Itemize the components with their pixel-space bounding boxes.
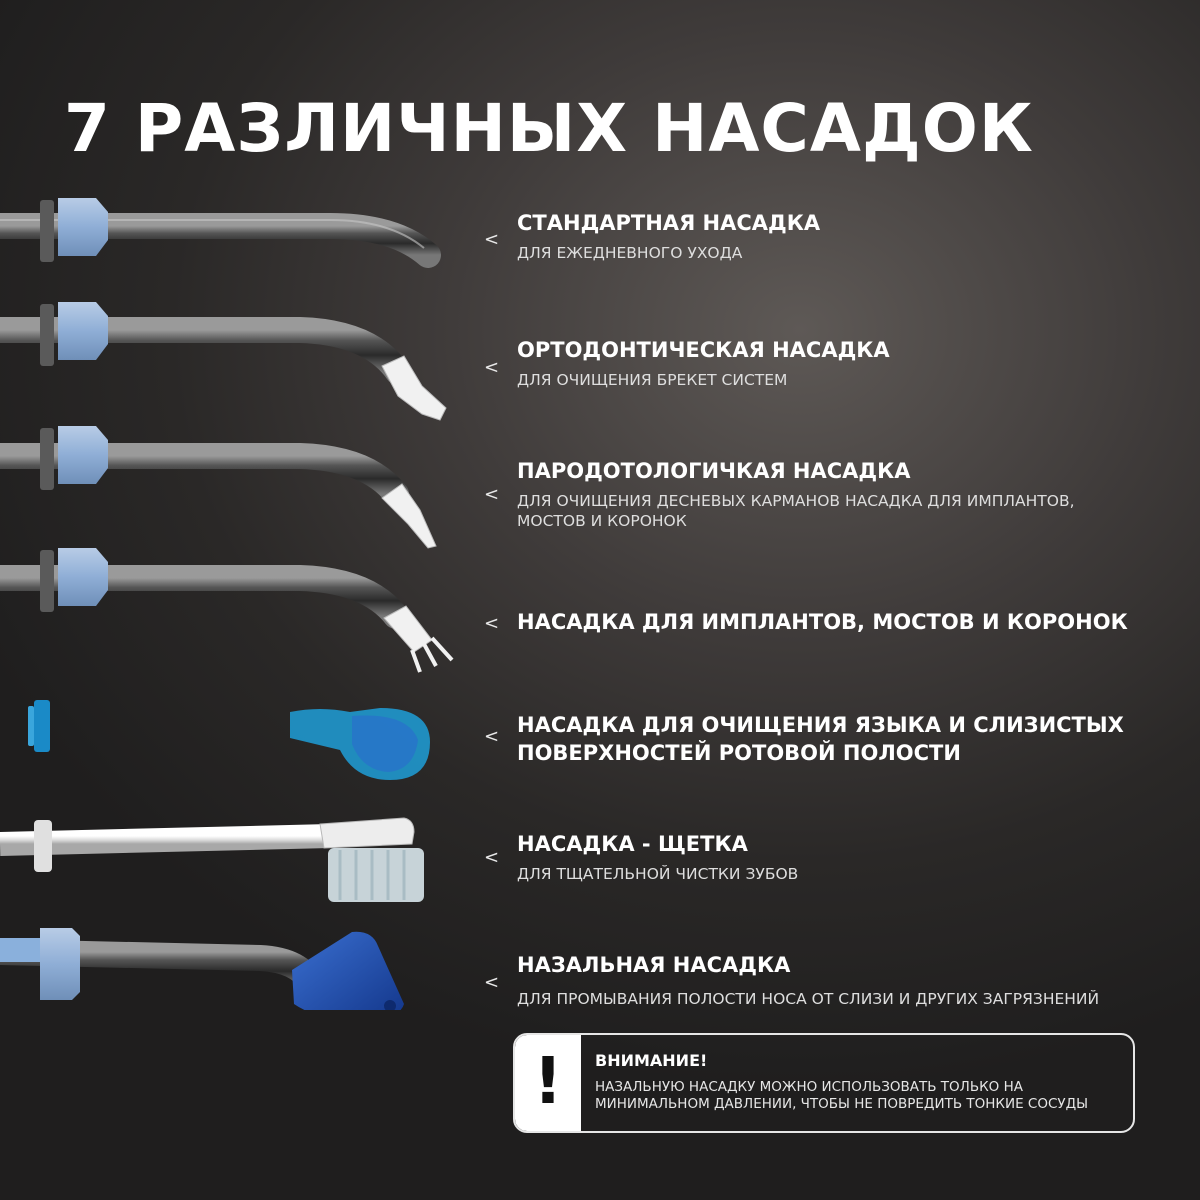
warning-title: ВНИМАНИЕ! (595, 1051, 708, 1070)
tip-title: НАСАДКА ДЛЯ ОЧИЩЕНИЯ ЯЗЫКА И СЛИЗИСТЫХ ПОВЕРХНОСТЕЙ РОТОВОЙ ПОЛОСТИ (517, 713, 1124, 765)
chevron-left-icon: < (484, 847, 500, 868)
warning-text: НАЗАЛЬНУЮ НАСАДКУ МОЖНО ИСПОЛЬЗОВАТЬ ТОЛЬКО НА МИНИМАЛЬНОМ ДАВЛЕНИИ, ЧТОБЫ НЕ ПОВРЕДИТЬ ТОНКИЕ СОСУДЫ (595, 1079, 1089, 1112)
implants-tip-image (0, 548, 452, 672)
exclamation-icon: ! (533, 1045, 563, 1119)
chevron-left-icon: < (484, 357, 500, 378)
tip-title: НАСАДКА ДЛЯ ИМПЛАНТОВ, МОСТОВ И КОРОНОК (517, 610, 1128, 634)
periodontal-tip-image (0, 426, 436, 548)
orthodontic-tip-image (0, 302, 446, 420)
tip-item-orthodontic (484, 336, 1164, 390)
tip-description: ДЛЯ ОЧИЩЕНИЯ БРЕКЕТ СИСТЕМ (517, 371, 788, 389)
chevron-left-icon: < (484, 972, 500, 993)
tip-description: ДЛЯ ОЧИЩЕНИЯ ДЕСНЕВЫХ КАРМАНОВ НАСАДКА ДЛЯ ИМПЛАНТОВ, МОСТОВ И КОРОНОК (517, 492, 1075, 530)
warning-box (513, 1033, 1135, 1133)
tip-title: СТАНДАРТНАЯ НАСАДКА (517, 211, 821, 235)
tip-item-tongue-cleaner (484, 711, 1164, 767)
tip-item-implants (484, 608, 1164, 636)
nozzle-tips-illustration (0, 0, 470, 1010)
chevron-left-icon: < (484, 726, 500, 747)
tip-title: ПАРОДОТОЛОГИЧКАЯ НАСАДКА (517, 459, 911, 483)
tip-description: ДЛЯ ТЩАТЕЛЬНОЙ ЧИСТКИ ЗУБОВ (517, 865, 799, 883)
tip-description: ДЛЯ ПРОМЫВАНИЯ ПОЛОСТИ НОСА ОТ СЛИЗИ И ДРУГИХ ЗАГРЯЗНЕНИЙ (517, 990, 1100, 1008)
tip-item-brush (484, 830, 1164, 884)
page-title: 7 РАЗЛИЧНЫХ НАСАДОК (64, 90, 1034, 167)
tip-item-nasal (484, 951, 1164, 1009)
tip-item-periodontal (484, 457, 1164, 531)
tip-title: НАЗАЛЬНАЯ НАСАДКА (517, 953, 791, 977)
chevron-left-icon: < (484, 484, 500, 505)
tip-title: ОРТОДОНТИЧЕСКАЯ НАСАДКА (517, 338, 890, 362)
chevron-left-icon: < (484, 613, 500, 634)
tip-description: ДЛЯ ЕЖЕДНЕВНОГО УХОДА (517, 244, 743, 262)
brush-tip-image (0, 818, 424, 902)
tongue-cleaner-image (0, 700, 430, 780)
tip-item-standard (484, 209, 1164, 263)
tip-title: НАСАДКА - ЩЕТКА (517, 832, 748, 856)
standard-tip-image (0, 198, 428, 262)
warning-tab (515, 1035, 581, 1131)
nasal-tip-image (0, 928, 404, 1010)
chevron-left-icon: < (484, 229, 500, 250)
